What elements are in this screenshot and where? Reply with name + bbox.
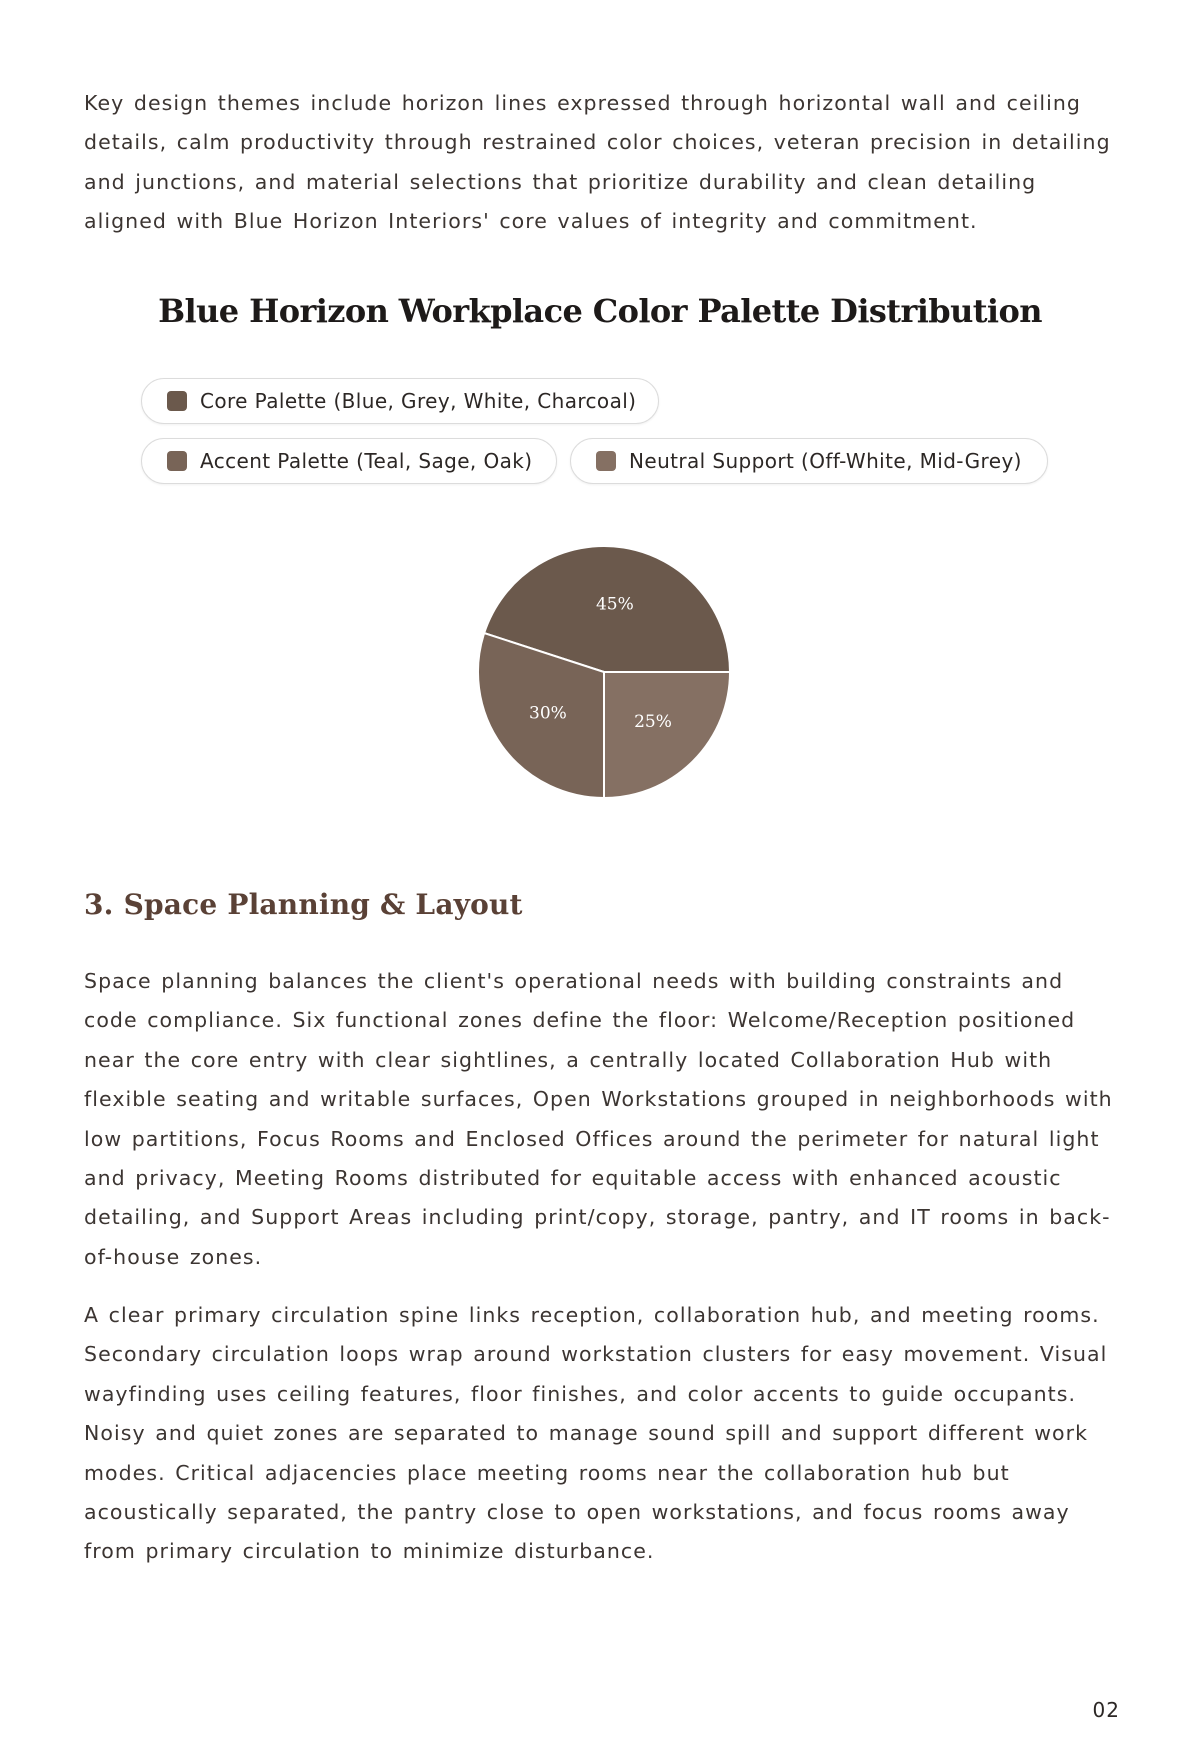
section-heading: 3. Space Planning & Layout: [84, 888, 523, 921]
pie-chart: [474, 542, 734, 802]
legend-swatch-core-palette: [167, 391, 187, 411]
section-paragraph: A clear primary circulation spine links reception, collaboration hub, and meeting rooms. Secondary circulation loops wrap around workstation clusters for easy movement. Visual wayfinding uses ceiling features, floor finishes, and color accents to guide occupants. Noisy and quiet zones are separated to manage sound spill and support different work modes. Critical adjacencies place meeting rooms near the collaboration hub but acoustically separated, the pantry close to open workstations, and focus rooms away from primary circulation to minimize disturbance.: [84, 1303, 1108, 1564]
legend-swatch-accent-palette: [167, 451, 187, 471]
legend-label-core-palette: Core Palette (Blue, Grey, White, Charcoal): [200, 389, 637, 413]
page-number: 02: [1092, 1698, 1120, 1722]
legend-label-accent-palette: Accent Palette (Teal, Sage, Oak): [200, 449, 533, 473]
pie-label-neutral-support: 25%: [634, 712, 672, 733]
legend-label-neutral-support: Neutral Support (Off-White, Mid-Grey): [629, 449, 1022, 473]
legend-item-core-palette: [141, 378, 659, 424]
chart-title: Blue Horizon Workplace Color Palette Distribution: [158, 292, 1042, 330]
pie-slice-neutral-support: [604, 672, 730, 798]
legend-item-accent-palette: [141, 438, 557, 484]
legend-swatch-neutral-support: [596, 451, 616, 471]
section-paragraph: Space planning balances the client's operational needs with building constraints and code compliance. Six functional zones define the floor: Welcome/Reception positioned near the core entry with clear sightlines, a centrally located Collaboration Hub with flexible seating and writable surfaces, Open Workstations grouped in neighborhoods with low partitions, Focus Rooms and Enclosed Offices around the perimeter for natural light and privacy, Meeting Rooms distributed for equitable access with enhanced acoustic detailing, and Support Areas including print/copy, storage, pantry, and IT rooms in back-of-house zones.: [84, 969, 1113, 1269]
pie-label-accent-palette: 30%: [529, 703, 567, 724]
pie-label-core-palette: 45%: [595, 594, 634, 615]
intro-paragraph: Key design themes include horizon lines expressed through horizontal wall and ceiling details, calm productivity through restrained color choices, veteran precision in detailing and junctions, and material selections that prioritize durability and clean detailing aligned with Blue Horizon Interiors' core values of integrity and commitment.: [84, 91, 1111, 234]
legend-item-neutral-support: [570, 438, 1048, 484]
